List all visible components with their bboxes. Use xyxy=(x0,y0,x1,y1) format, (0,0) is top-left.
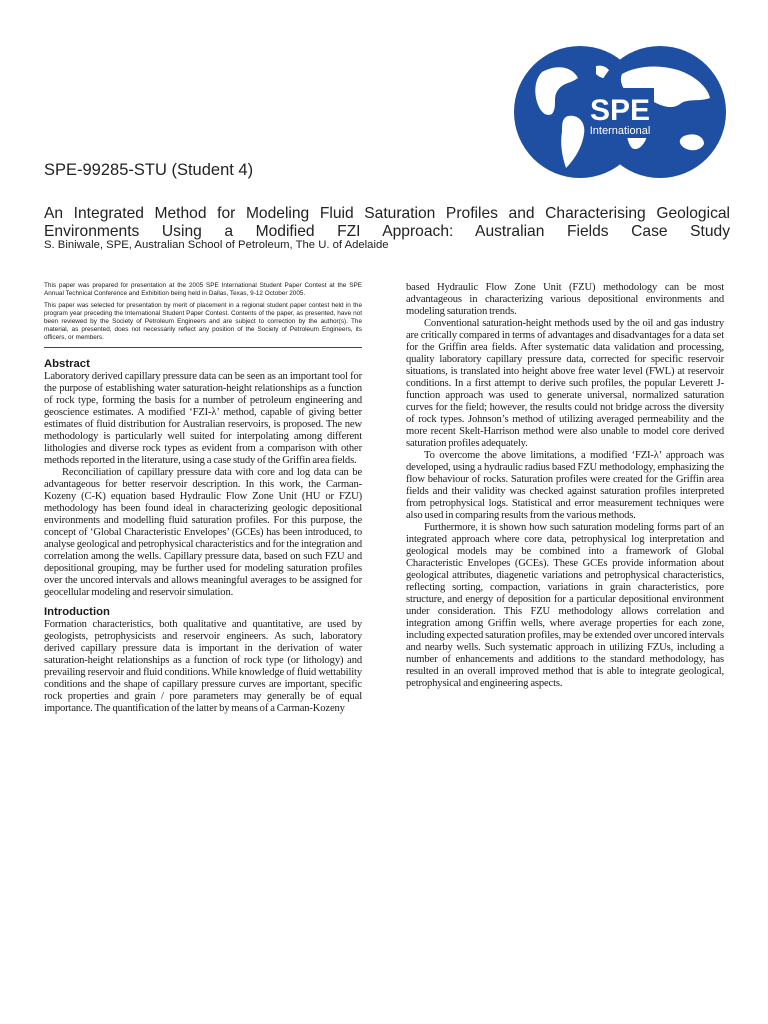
introduction-paragraph: Formation characteristics, both qualitative and quantitative, are used by geologists, petrophysicists and reservoir engineers. As such, laboratory derived capillary pressure data is important in the derivation of water saturation-height relationships as a function of rock type (or lithology) and prevailing reservoir and fluid conditions. While knowledge of fluid wettability conditions and the shape of capillary pressure curves are important, specific rock properties and grain / pore parameters may generally be of equal importance. The quantification of the latter by means of a Carman-Kozeny xyxy=(44,619,362,714)
abstract-heading: Abstract xyxy=(44,358,90,370)
authors: S. Biniwale, SPE, Australian School of Petroleum, The U. of Adelaide xyxy=(44,239,389,251)
paper-id: SPE-99285-STU (Student 4) xyxy=(44,161,254,179)
body-paragraph: Conventional saturation-height methods used by the oil and gas industry are critically compared in terms of advantages and disadvantages for a data set for the Griffin area fields. After systematic data validation and processing, quality laboratory capillary pressure data, corrected for specific reservoir situations, is translated into height above free water level (FWL) at reservoir conditions. In a first attempt to derive such profiles, the popular Leverett J-function approach was used to generate universal, normalized saturation curves for the field; however, the results could not bridge across the diversity of rock types. Johnson’s method of utilizing averaged permeability and the more recent Skelt-Harrison method were also unable to model core derived saturation profiles adequately. xyxy=(406,318,724,449)
body-paragraph: based Hydraulic Flow Zone Unit (FZU) methodology can be most advantageous in characterizing various depositional environments and modeling saturation trends. xyxy=(406,282,724,317)
right-column xyxy=(406,282,724,690)
abstract-paragraph: Reconciliation of capillary pressure data with core and log data can be advantageous for better reservoir description. In this work, the Carman-Kozeny (C-K) equation based Hydraulic Flow Zone Unit (HU or FZU) methodology has been found ideal in characterizing geologic depositional environments and modelling fluid saturation profiles. For this purpose, the concept of ‘Global Characteristic Envelopes’ (GCEs) has been introduced, to analyse geological and petrophysical characteristics and for the integration and correlation among the wells. Capillary pressure data, based on such FZU and depositional grouping, may be further used for modeling saturation profiles over the uncored intervals and allows meaningful averages to be assigned for geocellular modeling and reservoir simulation. xyxy=(44,467,362,598)
logo-text-spe: SPE xyxy=(589,94,651,127)
left-column xyxy=(44,282,362,715)
introduction-heading: Introduction xyxy=(44,606,110,618)
disclaimer-notice: This paper was selected for presentation by merit of placement in a regional student paper contest held in the program year preceding the International Student Paper Contest. Contents of the paper, as presented, have not been reviewed by the Society of Petroleum Engineers and are subject to correction by the author(s). The material, as presented, does not necessarily reflect any position of the Society of Petroleum Engineers, its officers, or members. xyxy=(44,302,362,341)
copyright-notice: This paper was prepared for presentation at the 2005 SPE International Student Paper Contest at the SPE Annual Technical Conference and Exhibition being held in Dallas, Texas, 9-12 October 2005. xyxy=(44,282,362,297)
body-paragraph: Furthermore, it is shown how such saturation modeling forms part of an integrated approach where core data, petrophysical log interpretation and geological models may be combined into a framework of Global Characteristic Envelopes (GCEs). These GCEs provide information about geological attributes, diagenetic variations and petrophysical characteristics, reflecting sorting, compaction, variations in grain characteristics, pore structure, and energy of deposition for a particular depositional environment under consideration. This FZU methodology allows correlation and integration among Griffin wells, where average properties for each zone, including expected saturation profiles, may be extended over uncored intervals and nearby wells. Such systematic approach in utilizing FZUs, including a number of enhancements and additions to the standard methodology, has resulted in an overall improved method that is able to integrate geological, petrophysical and engineering aspects. xyxy=(406,522,724,689)
abstract-paragraph: Laboratory derived capillary pressure data can be seen as an important tool for the purpose of establishing water saturation-height relationships as a function of rock type, forming the basis for a number of petroleum engineering and geoscience estimates. A modified ‘FZI-λ’ method, capable of giving better estimates of fluid distribution for Australian reservoirs, is proposed. The new methodology is particularly well suited for interpolating among different lithologies and diverse rock types as evident from a comparison with other methods reported in the literature, using a case study of the Griffin area fields. xyxy=(44,371,362,466)
paper-title: An Integrated Method for Modeling Fluid Saturation Profiles and Characterising Geological Environments Using a Modified FZI Approach: Australian Fields Case Study xyxy=(44,205,730,240)
notice-divider xyxy=(44,347,362,348)
body-paragraph: To overcome the above limitations, a modified ‘FZI-λ’ approach was developed, using a hydraulic radius based FZU methodology, emphasizing the flow behaviour of rocks. Saturation profiles were created for the Griffin area fields and their validity was checked against saturation profiles interpreted from petrophysical logs. Statistical and error measurement techniques were also used in comparing results from the various methods. xyxy=(406,450,724,521)
logo-text-international: International xyxy=(589,125,651,137)
spe-international-logo xyxy=(512,44,728,180)
